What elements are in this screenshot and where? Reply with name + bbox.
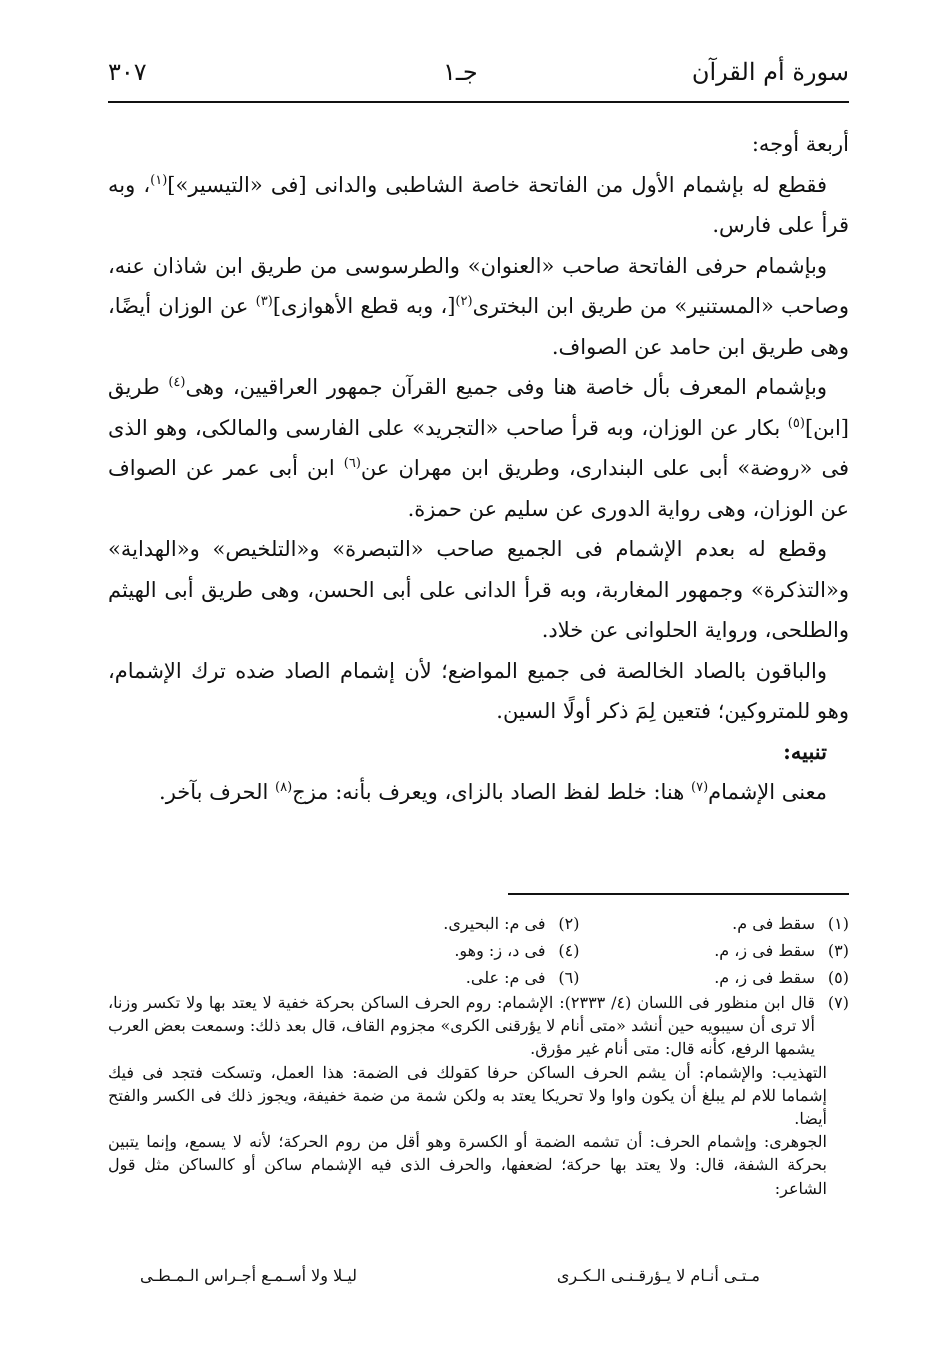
short-footnotes: [310, 910, 849, 991]
footnote-ref-7: (٧): [691, 780, 709, 795]
verse-second-hemistich: ليـلا ولا أسـمـع أجـراس الـمـطـى: [140, 1266, 358, 1285]
footnote-ref-1: (١): [150, 172, 168, 188]
footnote-ref-5: (٥): [787, 415, 805, 431]
footnote-item: (٤)فى د، ز: وهو.: [454, 941, 580, 960]
footnote-item: (٥)سقط فى ز، م.: [714, 968, 849, 987]
surah-title: سورة أم القرآن: [691, 58, 849, 86]
main-text: [108, 124, 849, 813]
paragraph-2: وبإشمام حرفى الفاتحة صاحب «العنوان» والطرسوسى من طريق ابن شاذان عنه، وصاحب «المستنير» من طريق ابن البخترى$^{(٢)}$[، وبه قطع الأهوازى]$^{(٣)}$ عن الوزان أيضًا، وهى طريق ابن حامد عن الصواف.: [108, 253, 849, 359]
footnote-row: [310, 964, 849, 991]
footnote-7-number: (٧): [827, 993, 849, 1012]
footnote-7-lisan: قال ابن منظور فى اللسان (٤/ ٢٣٣٣): الإشمام: روم الحرف الساكن بحركة خفية لا يعتد بها ولا تكسر وزنا، ألا ترى أن سيبويه حين أنشد «متى أنام لا يؤرقنى الكرى» مجزوم القاف، قال بعد ذلك: وسمعت بعض العرب يشمها الرفع، كأنه قال: متى أنام غير مؤرق.: [108, 993, 816, 1059]
poetry-verse: [140, 1264, 760, 1288]
paragraph-6: معنى الإشمام$^{(٧)}$ هنا: خلط لفظ الصاد بالزاى، ويعرف بأنه: مزج$^{(٨)}$ الحرف بآخر.: [159, 780, 827, 804]
paragraph-4: وقطع له بعدم الإشمام فى الجميع صاحب «التبصرة» و«التلخيص» و«الهداية» و«التذكرة» وجمهور المغاربة، وبه قرأ الدانى على أبى الحسن، وهى طريق أبى الهيثم والطلحى، ورواية الحلوانى عن خلاد.: [108, 537, 849, 642]
footnote-item: (٦)فى م: على.: [465, 968, 580, 987]
page-number: ٣٠٧: [108, 58, 147, 86]
footnote-rule: [508, 893, 849, 895]
footnote-7-jawhari: الجوهرى: وإشمام الحرف: أن تشمه الضمة أو الكسرة وهو أقل من روم الحركة؛ لأنه لا يسمع، وإنما يتبين بحركة الشفة، قال: ولا يعتد بها حركة؛ لضعفها، والحرف الذى فيه الإشمام ساكن أو كالساكن مثل قول الشاعر:: [108, 1132, 828, 1198]
intro-line: أربعة أوجه:: [751, 132, 849, 156]
footnote-7: [108, 991, 849, 1200]
footnote-item: (٣)سقط فى ز، م.: [714, 941, 849, 960]
volume-label: جـ١: [443, 58, 478, 86]
footnote-item: (٢)فى م: البحيرى.: [443, 914, 580, 933]
note-heading: تنبيه:: [783, 738, 827, 764]
verse-first-hemistich: مـتـى أنـام لا يـؤرقـنـى الـكـرى: [556, 1266, 760, 1285]
footnote-ref-6: (٦): [343, 456, 361, 471]
footnote-ref-2: (٢): [455, 294, 473, 309]
paragraph-1: فقطع له بإشمام الأول من الفاتحة خاصة الشاطبى والدانى [فى «التيسير»]$^{(١)}$، وبه قرأ على فارس.: [108, 172, 849, 237]
footnote-7-tahdhib: التهذيب: والإشمام: أن يشم الحرف الساكن حرفا كقولك فى الضمة: هذا العمل، وتسكت فتجد فى فيك إشماما للام لم يبلغ أن يكون واوا ولا تحريكا يعتد به ولكن شمة من ضمة خفيفة، ويجوز ذلك فى الكسر والفتح أيضا.: [108, 1062, 827, 1129]
running-header: [108, 58, 849, 96]
footnote-ref-3: (٣): [255, 294, 273, 309]
footnote-ref-8: (٨): [275, 780, 293, 795]
footnote-ref-4: (٤): [168, 375, 186, 390]
footnote-row: [310, 910, 849, 937]
header-rule: [108, 101, 849, 103]
paragraph-5: والباقون بالصاد الخالصة فى جميع المواضع؛ لأن إشمام الصاد ضده ترك الإشمام، وهو للمتروكين؛ فتعين لِمَ ذكر أولًا السين.: [108, 658, 849, 723]
footnote-item: (١)سقط فى م.: [732, 914, 849, 933]
paragraph-3: وبإشمام المعرف بأل خاصة هنا وفى جميع القرآن جمهور العراقيين، وهى$^{(٤)}$ طريق [ابن]$^{(٥)}$ بكار عن الوزان، وبه قرأ صاحب «التجريد» على الفارسى والمالكى، وهو الذى فى «روضة» أبى على البندارى، وطريق ابن مهران عن$^{(٦)}$ ابن أبى عمر عن الصواف عن الوزان، وهى رواية الدورى عن سليم عن حمزة.: [108, 375, 849, 521]
footnote-row: [310, 937, 849, 964]
